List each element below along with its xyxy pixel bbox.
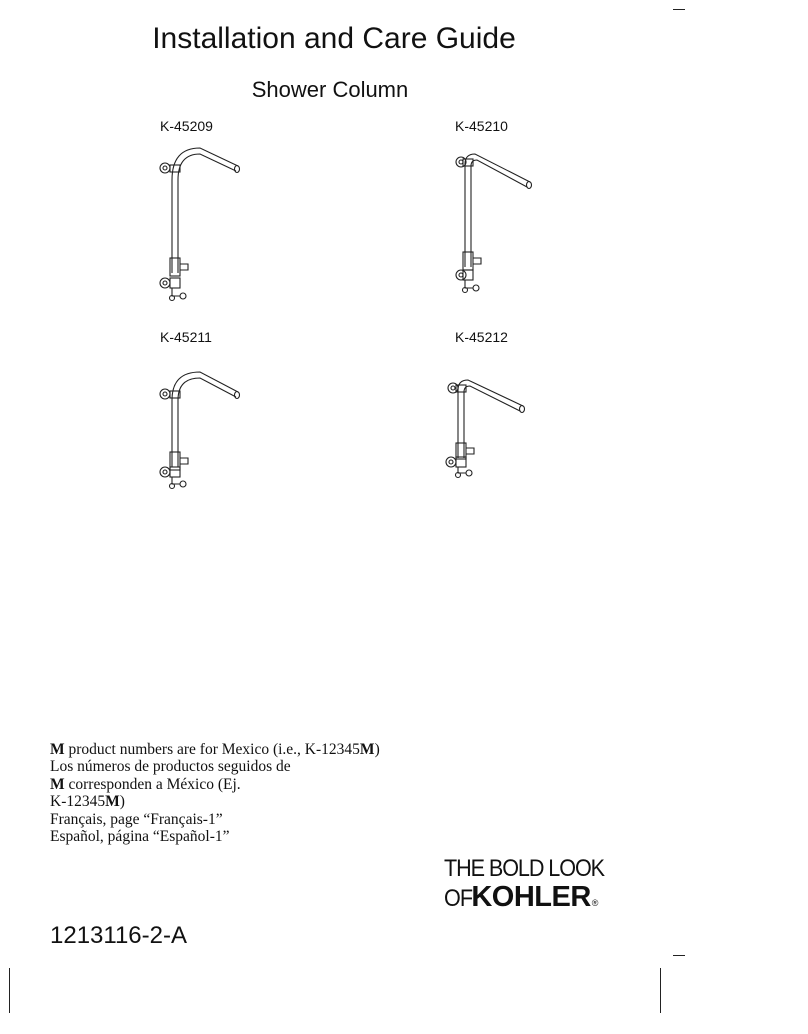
- crop-mark-bottom-right-vertical: [660, 968, 661, 1013]
- page-subtitle: Shower Column: [251, 77, 409, 102]
- mexico-product-notes: [50, 741, 380, 845]
- note-line-2: Los números de productos seguidos de: [50, 758, 291, 776]
- logo-brand: KOHLER: [471, 881, 591, 913]
- logo-of: OF: [444, 885, 473, 912]
- shower-column-k45211-illustration: [150, 362, 250, 502]
- note-line-1: M product numbers are for Mexico (i.e., K-12345M): [50, 741, 380, 758]
- logo-brand-line: [444, 882, 622, 918]
- shower-column-k45209-illustration: [150, 138, 250, 308]
- shower-column-k45212-illustration: [436, 368, 536, 488]
- model-label-k45211: K-45211: [160, 329, 212, 345]
- note-line-spanish: Español, página “Español-1”: [50, 828, 230, 846]
- model-label-k45212: K-45212: [455, 329, 508, 345]
- kohler-logo: [444, 856, 622, 918]
- note-line-4: K-12345M): [50, 793, 125, 811]
- note-line-3: M corresponden a México (Ej.: [50, 775, 241, 793]
- registered-mark: ®: [591, 898, 599, 908]
- document-number: 1213116-2-A: [50, 922, 187, 949]
- crop-mark-bottom-left: [9, 968, 10, 1013]
- page-title: Installation and Care Guide: [152, 22, 516, 55]
- logo-tagline: THE BOLD LOOK: [444, 855, 605, 882]
- note-line-french: Français, page “Français-1”: [50, 810, 223, 828]
- model-label-k45210: K-45210: [455, 118, 508, 134]
- crop-mark-top-right: [673, 9, 685, 10]
- shower-column-k45210-illustration: [448, 142, 548, 302]
- model-label-k45209: K-45209: [160, 118, 213, 134]
- crop-mark-bottom-right: [673, 955, 685, 956]
